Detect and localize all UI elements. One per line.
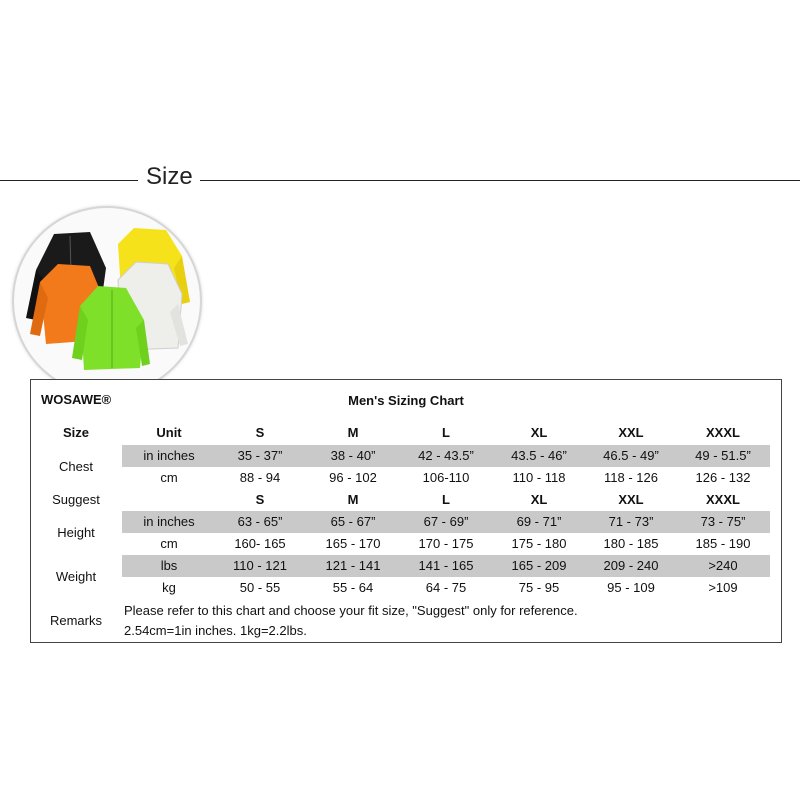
weight-lbs-cell: 165 - 209 [511,558,567,573]
header-size: XXXL [706,425,740,440]
chest-inches-cell: 42 - 43.5” [418,448,474,463]
height-inches-cell: 69 - 71” [516,514,562,529]
height-cm-cell: 180 - 185 [603,536,659,551]
unit-cell: lbs [160,558,178,573]
chest-cm-cell: 106-110 [422,470,470,485]
chest-inches-cell: 49 - 51.5” [695,448,751,463]
divider-left [0,180,138,181]
label-weight: Weight [55,569,97,584]
height-inches-cell: 73 - 75” [700,514,746,529]
weight-kg-cell: 50 - 55 [239,580,281,595]
suggest-size: XXL [618,492,644,507]
suggest-size: S [255,492,265,507]
height-inches-cell: 63 - 65” [237,514,283,529]
unit-cell: cm [160,470,178,485]
remarks-line-1: Please refer to this chart and choose your fit size, "Suggest" only for reference. [124,603,578,618]
chest-inches-cell: 43.5 - 46” [511,448,567,463]
chest-cm-cell: 96 - 102 [329,470,377,485]
height-cm-cell: 175 - 180 [511,536,567,551]
chest-cm-cell: 88 - 94 [239,470,281,485]
height-inches-cell: 71 - 73” [608,514,654,529]
divider-right [200,180,800,181]
weight-lbs-cell: 121 - 141 [325,558,381,573]
chest-inches-cell: 35 - 37” [237,448,283,463]
chart-title: Men's Sizing Chart [348,393,464,408]
header-size: XXL [618,425,644,440]
jackets-illustration [14,208,200,394]
chest-cm-cell: 126 - 132 [695,470,751,485]
weight-kg-cell: 75 - 95 [518,580,560,595]
suggest-size: XXXL [706,492,740,507]
weight-lbs-cell: 209 - 240 [603,558,659,573]
unit-cell: in inches [143,514,195,529]
chest-inches-cell: 46.5 - 49” [603,448,659,463]
height-inches-cell: 67 - 69” [423,514,469,529]
suggest-size: M [347,492,359,507]
header-size: M [347,425,359,440]
weight-kg-cell: 55 - 64 [332,580,374,595]
height-cm-cell: 160- 165 [234,536,286,551]
chest-cm-cell: 110 - 118 [512,470,566,485]
brand-name: WOSAWE® [41,392,112,407]
label-size: Size [62,425,89,440]
weight-kg-cell: 64 - 75 [425,580,467,595]
jackets-photo [12,206,202,396]
label-chest: Chest [59,459,93,474]
sizing-chart [30,379,782,643]
weight-kg-cell: >109 [708,580,738,595]
height-cm-cell: 185 - 190 [695,536,751,551]
section-title: Size [146,163,193,190]
chest-inches-cell: 38 - 40” [330,448,376,463]
weight-lbs-cell: 141 - 165 [418,558,474,573]
remarks-line-2: 2.54cm=1in inches. 1kg=2.2lbs. [124,623,307,638]
label-suggest: Suggest [52,492,100,507]
unit-cell: kg [162,580,176,595]
height-inches-cell: 65 - 67” [330,514,376,529]
unit-cell: cm [160,536,178,551]
chest-cm-cell: 118 - 126 [604,470,658,485]
height-cm-cell: 170 - 175 [418,536,474,551]
height-cm-cell: 165 - 170 [325,536,381,551]
suggest-size: XL [530,492,548,507]
suggest-size: L [442,492,450,507]
weight-lbs-cell: 110 - 121 [233,558,287,573]
header-size: S [255,425,265,440]
header-size: L [442,425,450,440]
label-height: Height [57,525,95,540]
header-unit: Unit [156,425,182,440]
weight-lbs-cell: >240 [708,558,738,573]
header-size: XL [530,425,548,440]
unit-cell: in inches [143,448,195,463]
label-remarks: Remarks [49,613,102,628]
weight-kg-cell: 95 - 109 [607,580,655,595]
